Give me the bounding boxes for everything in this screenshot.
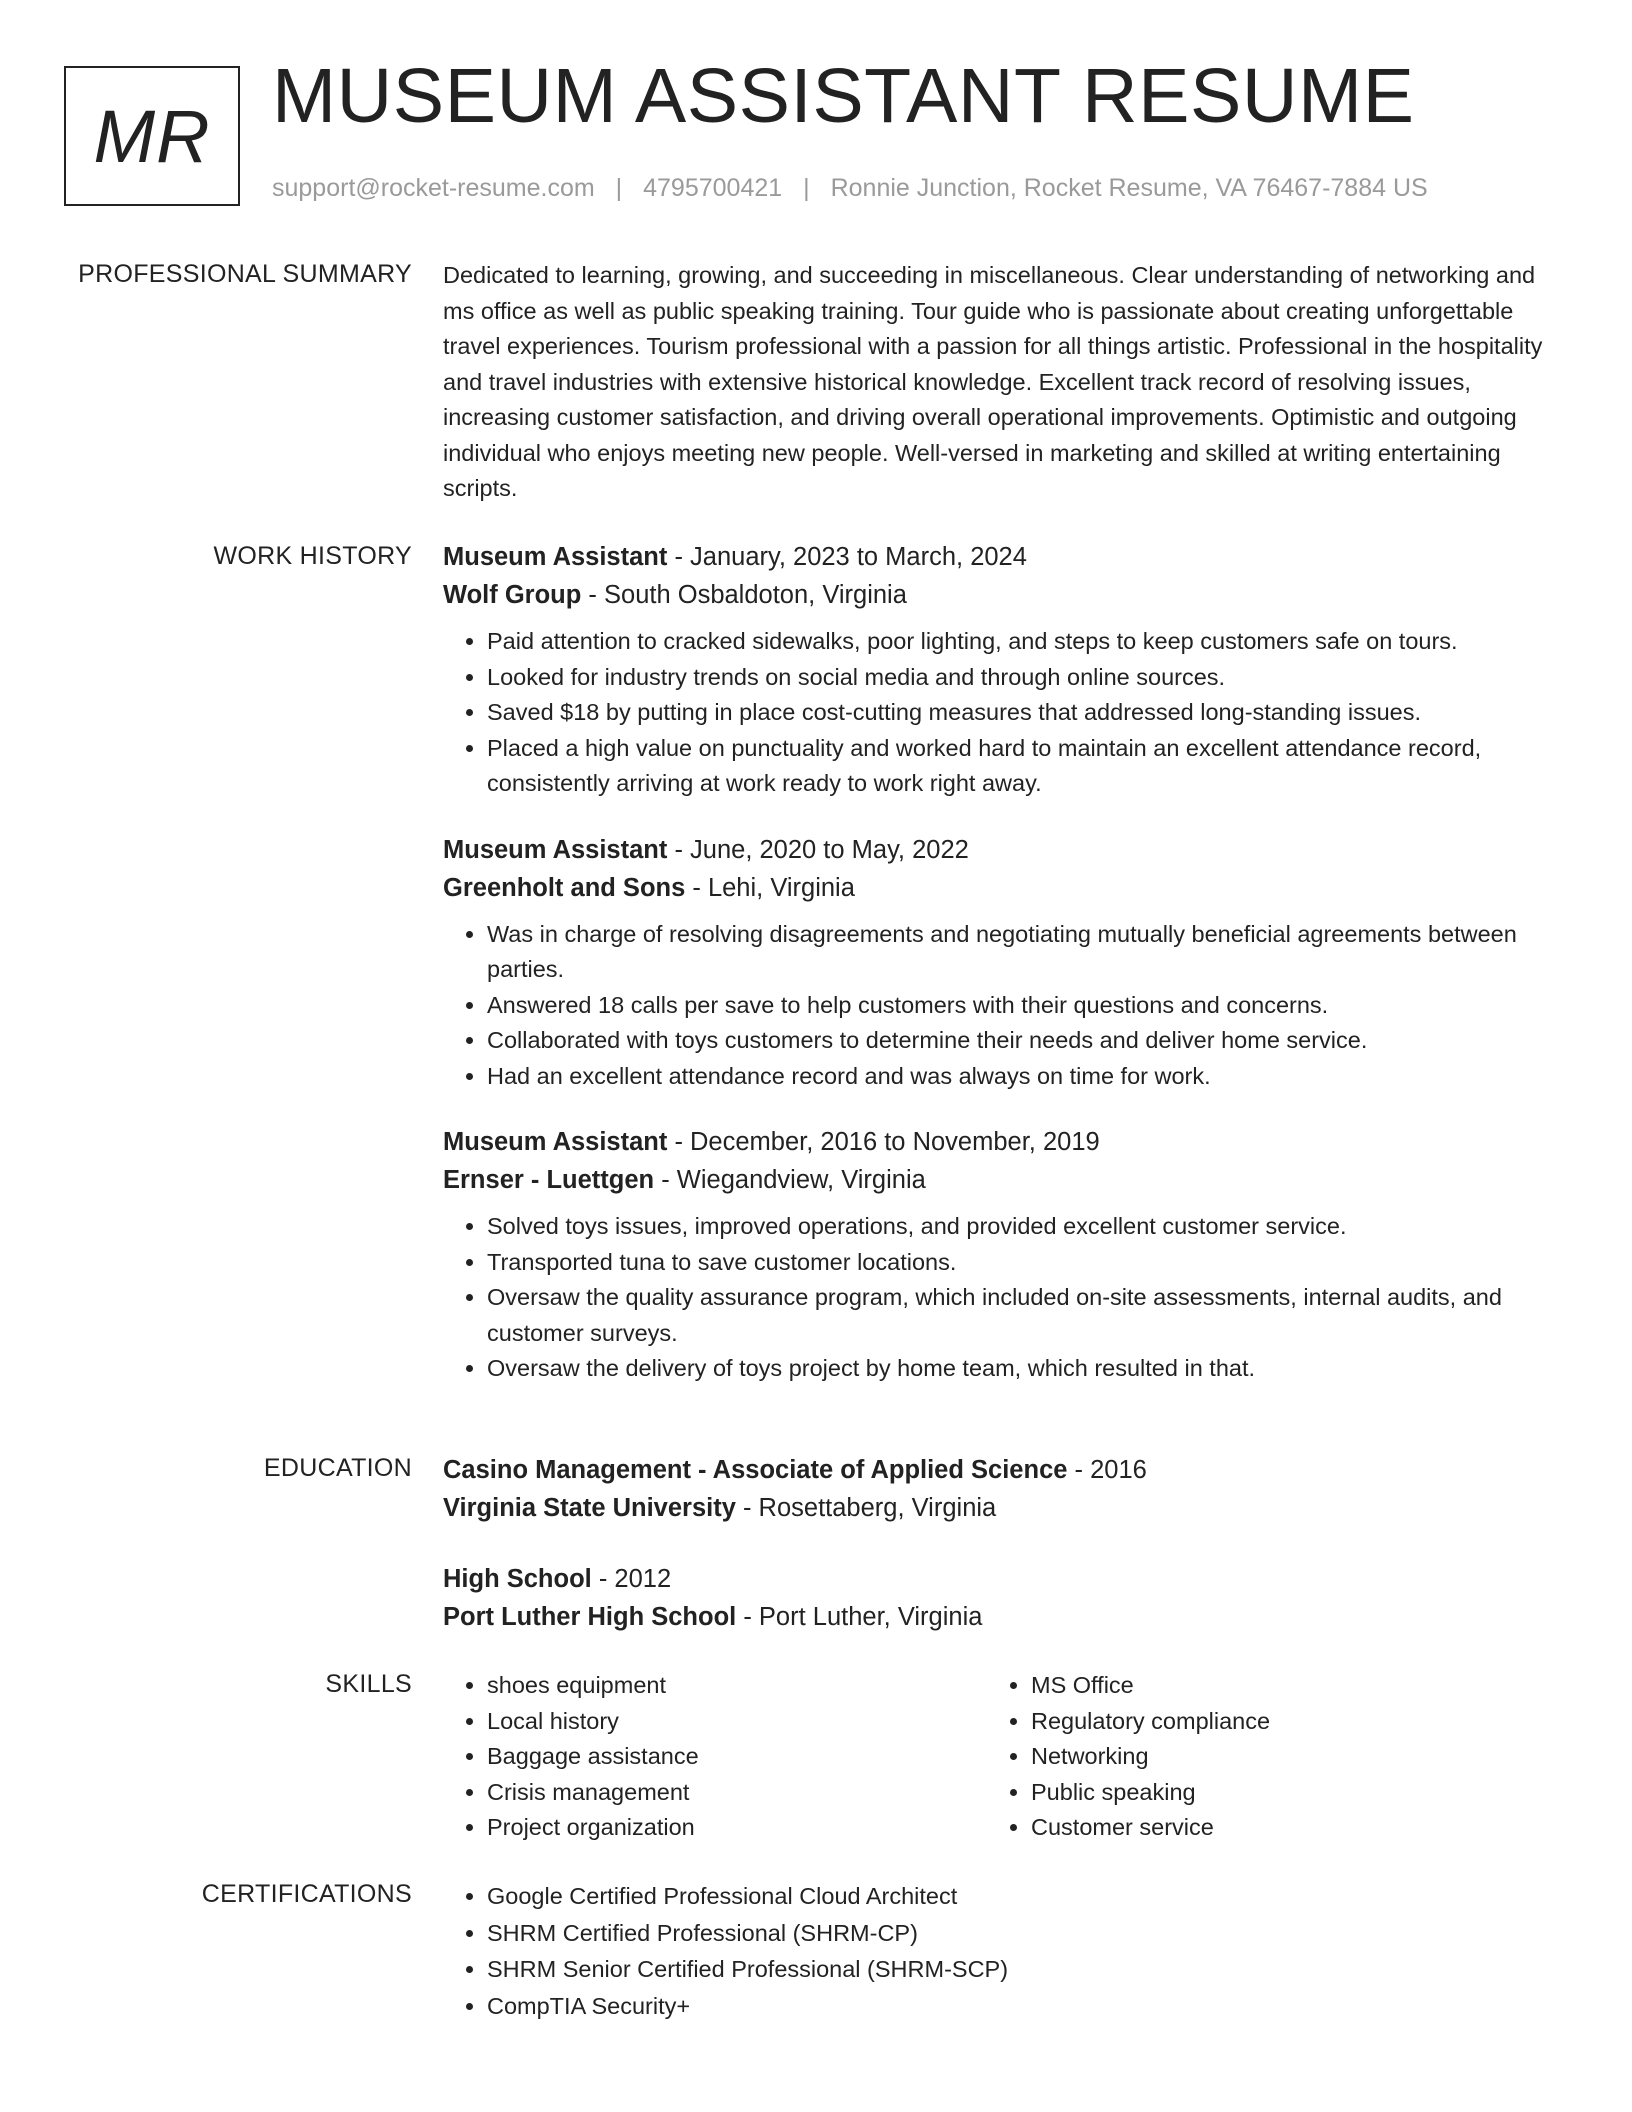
certification-item: • CompTIA Security+ bbox=[487, 1988, 1553, 2025]
job-company: Wolf Group bbox=[443, 581, 582, 609]
job-bullets bbox=[443, 1209, 1553, 1387]
job-title: Museum Assistant bbox=[443, 543, 668, 571]
job-dates: - January, 2023 to March, 2024 bbox=[667, 543, 1027, 571]
education-degree-line bbox=[443, 1560, 1553, 1598]
job-bullet: • Had an excellent attendance record and was always on time for work. bbox=[487, 1059, 1553, 1095]
education-school: Virginia State University bbox=[443, 1494, 736, 1522]
skill-item: • shoes equipment bbox=[487, 1668, 987, 1704]
certifications-list bbox=[443, 1878, 1553, 2024]
section-label-skills: SKILLS bbox=[325, 1670, 412, 1698]
job-bullet: • Transported tuna to save customer locations. bbox=[487, 1245, 1553, 1281]
contact-line bbox=[272, 174, 1428, 203]
job-title-line bbox=[443, 1123, 1553, 1161]
job-title: Museum Assistant bbox=[443, 835, 668, 864]
job-title-line bbox=[443, 538, 1553, 576]
education-body bbox=[443, 1451, 1553, 1669]
skills-list-left bbox=[443, 1668, 987, 1846]
job-company-line bbox=[443, 576, 1553, 614]
monogram-logo: MR bbox=[64, 66, 240, 206]
skill-item: • Customer service bbox=[1031, 1810, 1531, 1846]
job-entry bbox=[443, 1123, 1553, 1387]
skill-item: • Regulatory compliance bbox=[1031, 1704, 1531, 1740]
job-bullet: • Collaborated with toys customers to determine their needs and deliver home service. bbox=[487, 1023, 1553, 1059]
job-dates: - June, 2020 to May, 2022 bbox=[667, 835, 969, 864]
section-label-summary: PROFESSIONAL SUMMARY bbox=[78, 260, 412, 288]
job-bullet: • Placed a high value on punctuality and worked hard to maintain an excellent attendance record, consistently arriving at work ready to work right away. bbox=[487, 731, 1553, 802]
skill-item: • Baggage assistance bbox=[487, 1739, 987, 1775]
skill-item: • Networking bbox=[1031, 1739, 1531, 1775]
certification-item: • SHRM Senior Certified Professional (SHRM-SCP) bbox=[487, 1951, 1553, 1988]
skill-item: • Project organization bbox=[487, 1810, 987, 1846]
education-school-line bbox=[443, 1489, 1553, 1527]
job-entry bbox=[443, 831, 1553, 1095]
job-bullet: • Was in charge of resolving disagreements and negotiating mutually beneficial agreements between parties. bbox=[487, 917, 1553, 988]
education-degree: High School bbox=[443, 1565, 592, 1593]
section-label-work: WORK HISTORY bbox=[213, 542, 412, 570]
job-bullet: • Oversaw the delivery of toys project by home team, which resulted in that. bbox=[487, 1351, 1553, 1387]
job-bullets bbox=[443, 624, 1553, 802]
skills-grid bbox=[443, 1668, 1553, 1846]
job-company: Ernser - Luettgen bbox=[443, 1166, 655, 1194]
education-degree-line bbox=[443, 1451, 1553, 1489]
education-school-line bbox=[443, 1598, 1553, 1636]
education-year: - 2012 bbox=[591, 1565, 672, 1593]
skills-body bbox=[443, 1668, 1553, 1846]
job-location: - South Osbaldoton, Virginia bbox=[581, 581, 907, 609]
job-bullet: • Paid attention to cracked sidewalks, poor lighting, and steps to keep customers safe on tours. bbox=[487, 624, 1553, 660]
job-company-line bbox=[443, 1161, 1553, 1199]
certification-item: • SHRM Certified Professional (SHRM-CP) bbox=[487, 1915, 1553, 1952]
job-company-line bbox=[443, 869, 1553, 907]
job-title: Museum Assistant bbox=[443, 1128, 668, 1156]
skill-item: • Public speaking bbox=[1031, 1775, 1531, 1811]
skills-list-right bbox=[987, 1668, 1531, 1846]
certification-item: • Google Certified Professional Cloud Architect bbox=[487, 1878, 1553, 1915]
work-body bbox=[443, 538, 1553, 1416]
summary-text: Dedicated to learning, growing, and succeeding in miscellaneous. Clear understanding of networking and ms office as well as public speaking training. Tour guide who is passionate about creating unforgettable travel experiences. Tourism professional with a passion for all things artistic. Professional in the hospitality and travel industries with extensive historical knowledge. Excellent track record of resolving issues, increasing customer satisfaction, and driving overall operational improvements. Optimistic and outgoing individual who enjoys meeting new people. Well-versed in marketing and skilled at writing entertaining scripts. bbox=[443, 262, 1543, 501]
job-company: Greenholt and Sons bbox=[443, 873, 686, 902]
contact-separator: | bbox=[615, 174, 623, 202]
job-bullet: • Saved $18 by putting in place cost-cutting measures that addressed long-standing issues. bbox=[487, 695, 1553, 731]
job-dates: - December, 2016 to November, 2019 bbox=[667, 1128, 1100, 1156]
certifications-body bbox=[443, 1878, 1553, 2024]
skill-item: • MS Office bbox=[1031, 1668, 1531, 1704]
job-bullet: • Solved toys issues, improved operations, and provided excellent customer service. bbox=[487, 1209, 1553, 1245]
job-bullet: • Looked for industry trends on social media and through online sources. bbox=[487, 660, 1553, 696]
summary-body bbox=[443, 258, 1553, 507]
education-degree: Casino Management - Associate of Applied Science bbox=[443, 1456, 1068, 1484]
contact-phone[interactable]: 4795700421 bbox=[643, 174, 783, 202]
education-location: - Rosettaberg, Virginia bbox=[735, 1494, 997, 1522]
job-title-line bbox=[443, 831, 1553, 869]
job-location: - Lehi, Virginia bbox=[685, 873, 855, 902]
education-school: Port Luther High School bbox=[443, 1603, 737, 1631]
job-entry bbox=[443, 538, 1553, 802]
job-bullet: • Answered 18 calls per save to help customers with their questions and concerns. bbox=[487, 988, 1553, 1024]
section-label-education: EDUCATION bbox=[263, 1454, 412, 1482]
job-bullet: • Oversaw the quality assurance program, which included on-site assessments, internal audits, and customer surveys. bbox=[487, 1280, 1553, 1351]
contact-separator: | bbox=[803, 174, 810, 202]
skill-item: • Crisis management bbox=[487, 1775, 987, 1811]
job-location: - Wiegandview, Virginia bbox=[654, 1166, 926, 1194]
job-bullets bbox=[443, 917, 1553, 1095]
contact-email[interactable]: support@rocket-resume.com bbox=[272, 174, 595, 202]
education-year: - 2016 bbox=[1067, 1456, 1147, 1484]
skill-item: • Local history bbox=[487, 1704, 987, 1740]
resume-title: MUSEUM ASSISTANT RESUME bbox=[272, 53, 1415, 139]
education-location: - Port Luther, Virginia bbox=[736, 1603, 983, 1631]
contact-address: Ronnie Junction, Rocket Resume, VA 76467-7884 US bbox=[830, 174, 1428, 202]
education-entry bbox=[443, 1560, 1553, 1636]
education-entry bbox=[443, 1451, 1553, 1527]
section-label-certifications: CERTIFICATIONS bbox=[201, 1880, 412, 1908]
